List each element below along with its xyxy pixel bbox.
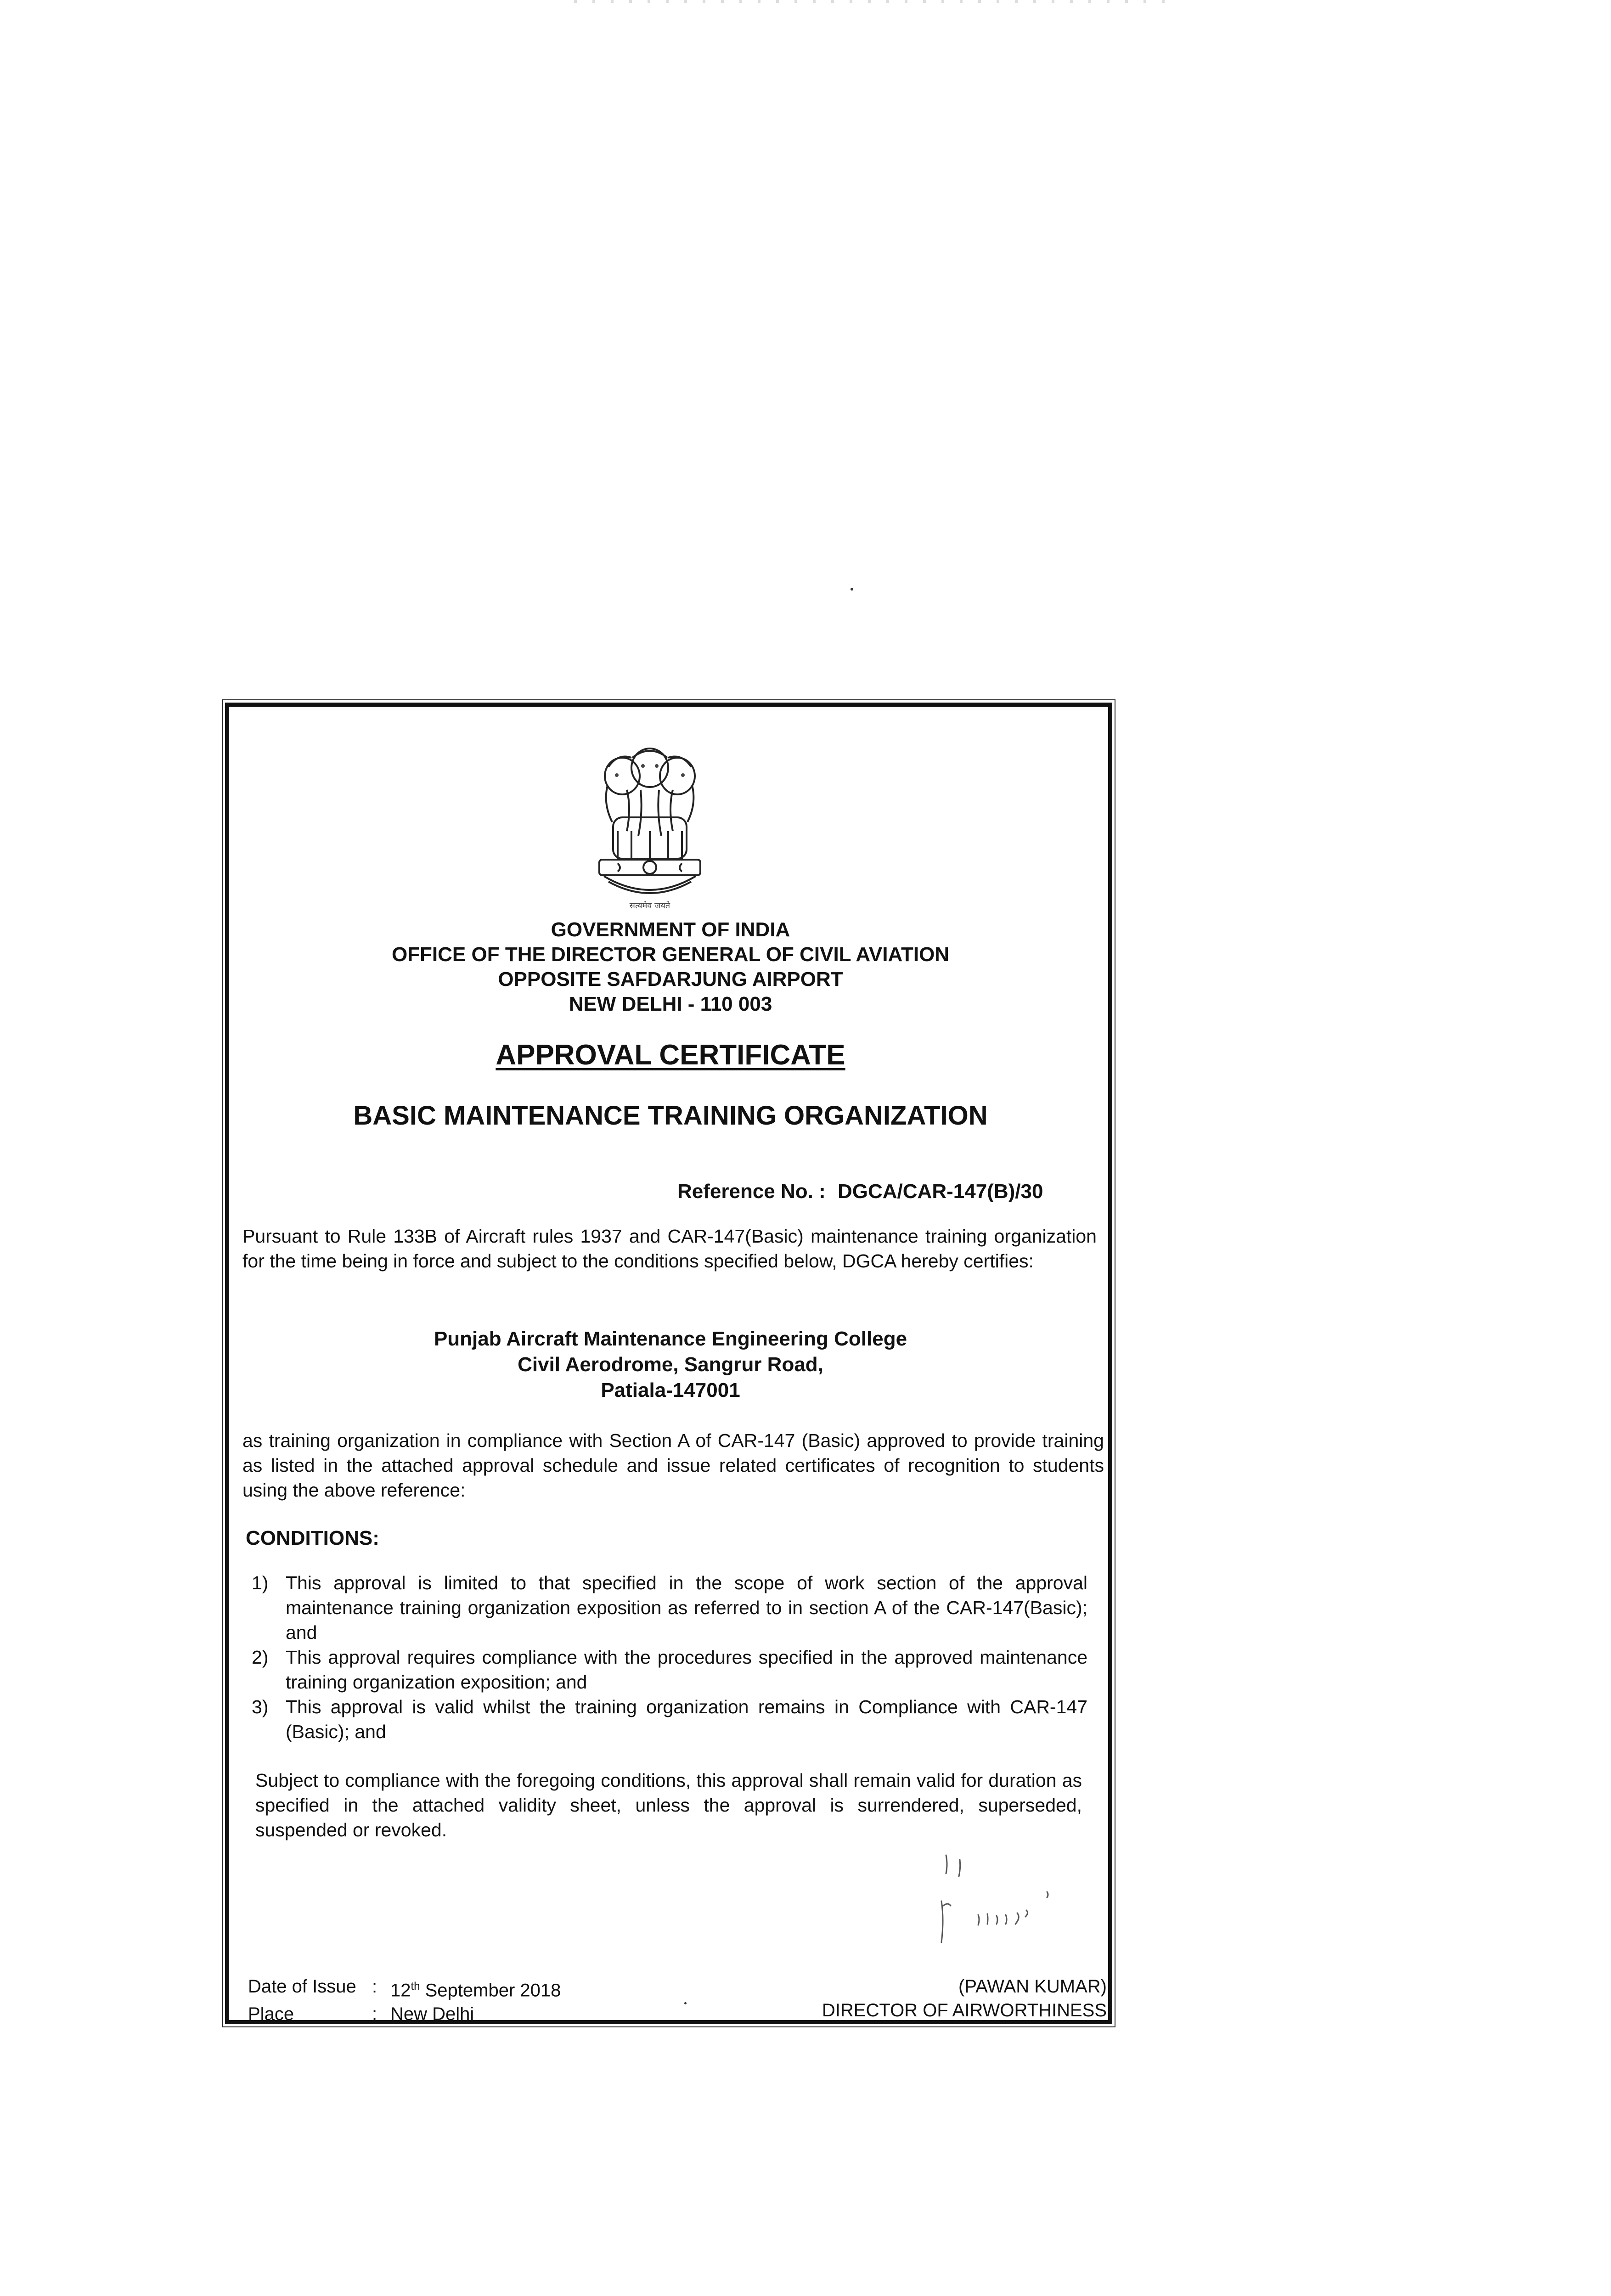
scan-noise (574, 0, 1171, 3)
intro-paragraph: Pursuant to Rule 133B of Aircraft rules 1937 and CAR-147(Basic) maintenance training organization for the time being in force and subject to the conditions specified below, DGCA hereby certifies: (242, 1226, 1097, 1272)
certificate-subtitle: BASIC MAINTENANCE TRAINING ORGANIZATION (353, 1101, 988, 1131)
certificate-title: APPROVAL CERTIFICATE (496, 1039, 845, 1071)
validity-paragraph: Subject to compliance with the foregoing conditions, this approval shall remain valid for duration as specified in the attached validity sheet, unless the approval is surrendered, superseded, suspended or revoked. (255, 1770, 1082, 1840)
condition-text: This approval is limited to that specified in the scope of work section of the approval maintenance training organization exposition as referred to in section A of the CAR-147(Basic); and (286, 1572, 1087, 1643)
separator-colon: : (372, 2004, 377, 2025)
date-suffix: th (411, 1980, 420, 1992)
condition-number: 3) (252, 1696, 269, 1717)
handwritten-signature (928, 1846, 1125, 1947)
condition-item (252, 1694, 1087, 1744)
reference-label: Reference No. : (677, 1180, 826, 1203)
date-of-issue-row (248, 1975, 561, 2002)
conditions-list (252, 1570, 1087, 1744)
signatory-title: DIRECTOR OF AIRWORTHINESS (822, 2000, 1107, 2020)
compliance-paragraph: as training organization in compliance with Section A of CAR-147 (Basic) approved to provide training as listed in the attached approval schedule and issue related certificates of recognition to students using the above reference: (242, 1430, 1104, 1501)
date-day: 12 (390, 1980, 411, 2001)
header-location: OPPOSITE SAFDARJUNG AIRPORT (498, 968, 843, 990)
condition-text: This approval requires compliance with the procedures specified in the approved maintenance training organization exposition; and (286, 1647, 1087, 1693)
place-row (248, 2002, 561, 2026)
organization-name: Punjab Aircraft Maintenance Engineering College (434, 1328, 907, 1350)
condition-item (252, 1570, 1087, 1645)
header-government: GOVERNMENT OF INDIA (551, 918, 790, 941)
signatory-name: (PAWAN KUMAR) (958, 1976, 1107, 1997)
header-office: OFFICE OF THE DIRECTOR GENERAL OF CIVIL AVIATION (391, 943, 950, 966)
place-value: New Delhi (390, 2004, 474, 2025)
organization-address-line2: Patiala-147001 (601, 1379, 740, 1401)
condition-text: This approval is valid whilst the training organization remains in Compliance with CAR-147 (Basic); and (286, 1696, 1087, 1742)
reference-value: DGCA/CAR-147(B)/30 (838, 1180, 1043, 1203)
date-of-issue-label: Date of Issue (248, 1976, 356, 1997)
scan-speck (684, 2002, 687, 2004)
national-emblem-icon (572, 739, 728, 914)
place-label: Place (248, 2004, 294, 2025)
header-city: NEW DELHI - 110 003 (569, 993, 772, 1015)
condition-number: 2) (252, 1647, 269, 1668)
date-of-issue-value (390, 1975, 561, 2002)
organization-address-line1: Civil Aerodrome, Sangrur Road, (518, 1353, 823, 1376)
reference-number (677, 1180, 1043, 1203)
condition-item (252, 1645, 1087, 1694)
condition-number: 1) (252, 1572, 269, 1593)
scan-speck (851, 588, 853, 591)
emblem-caption: सत्यमेव जयते (629, 901, 670, 911)
issue-details (248, 1975, 561, 2026)
separator-colon: : (372, 1976, 377, 1997)
signatory-block (822, 1975, 1107, 2022)
conditions-heading: CONDITIONS: (246, 1527, 379, 1549)
date-rest: September 2018 (420, 1980, 561, 2001)
